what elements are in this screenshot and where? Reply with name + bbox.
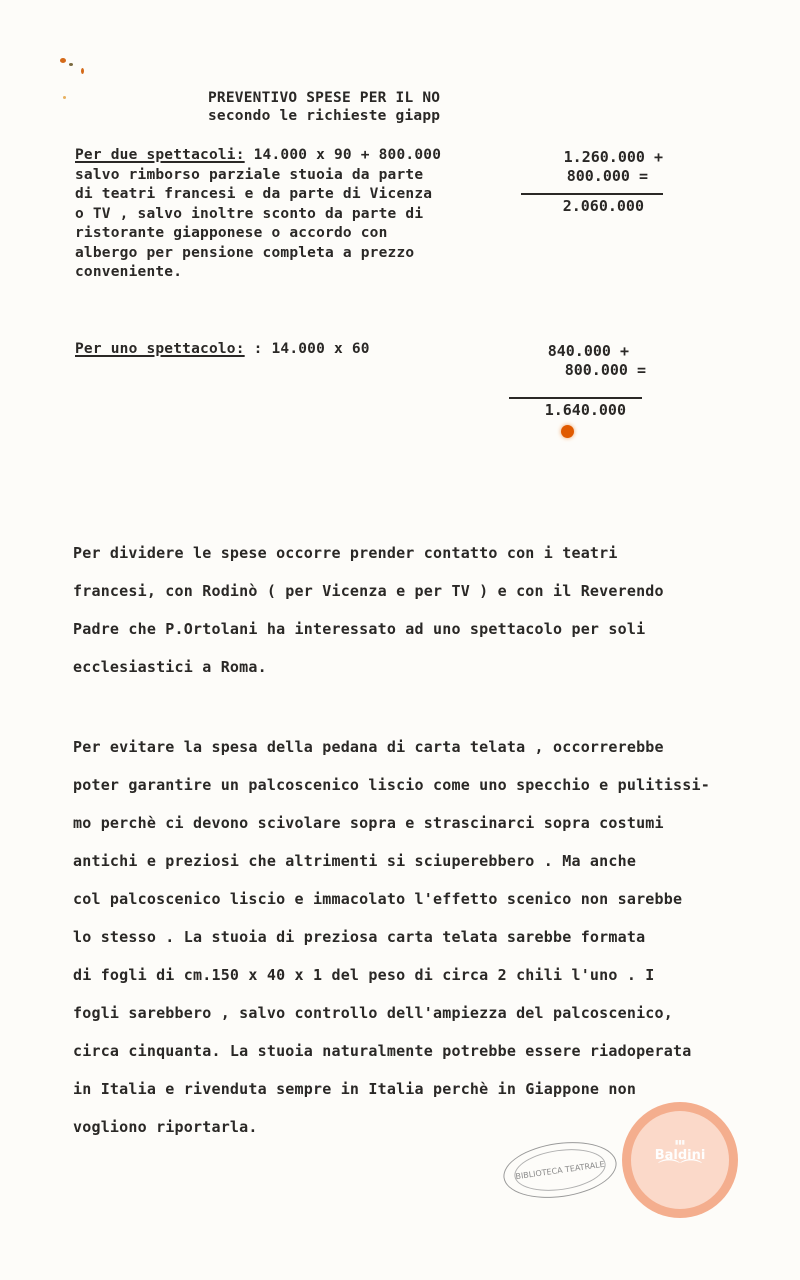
document-subtitle: secondo le richieste giapp — [208, 108, 441, 124]
section2-amount2: 800.000 = — [564, 361, 646, 379]
section2-total: 1.640.000 — [544, 401, 626, 419]
section2-sum-rule — [509, 397, 642, 399]
section2-amount1: 840.000 + — [547, 342, 629, 360]
section1-amount2: 800.000 = — [566, 167, 648, 185]
document-title: PREVENTIVO SPESE PER IL NO — [208, 90, 441, 106]
section1-amount1: 1.260.000 + — [563, 148, 663, 166]
section2-heading — [75, 340, 370, 360]
baldini-logo — [622, 1102, 738, 1218]
open-book-icon: ⌒⌒ — [657, 1159, 702, 1184]
section1-total: 2.060.000 — [562, 197, 644, 215]
section1-line: ristorante giapponese o accordo con — [75, 225, 388, 241]
section1-line: conveniente. — [75, 264, 183, 280]
ink-speck — [81, 68, 84, 74]
section1-line: o TV , salvo inoltre sconto da parte di — [75, 205, 424, 222]
logo-name: Baldini — [654, 1148, 706, 1163]
paragraph2-line: mo perchè ci devono scivolare sopra e strascinarci sopra costumi — [73, 814, 664, 832]
logo-top-mark: ▮▮▮ — [675, 1139, 685, 1146]
paragraph2-line: di fogli di cm.150 x 40 x 1 del peso di circa 2 chili l'uno . I — [73, 966, 655, 984]
paragraph2-line: in Italia e rivenduta sempre in Italia perchè in Giappone non — [73, 1080, 637, 1098]
library-stamp — [500, 1135, 620, 1204]
section1-line: salvo rimborso parziale stuoia da parte — [75, 166, 424, 183]
section2-label: Per uno spettacolo: — [75, 341, 245, 357]
section1-heading — [75, 146, 441, 166]
paragraph2-line: col palcoscenico liscio e immacolato l'effetto scenico non sarebbe — [73, 890, 683, 908]
paragraph2-line: vogliono riportarla. — [73, 1118, 258, 1136]
stain-dot — [561, 425, 574, 438]
paragraph1-line: Per dividere le spese occorre prender contatto con i teatri — [73, 544, 618, 562]
section1-line: albergo per pensione completa a prezzo — [75, 244, 415, 261]
section1-line: di teatri francesi e da parte di Vicenza — [75, 186, 433, 202]
paragraph1-line: ecclesiastici a Roma. — [73, 658, 267, 676]
paragraph2-line: circa cinquanta. La stuoia naturalmente potrebbe essere riadoperata — [73, 1042, 692, 1060]
paragraph2-line: lo stesso . La stuoia di preziosa carta telata sarebbe formata — [73, 928, 646, 946]
ink-speck — [60, 58, 66, 63]
paragraph2-line: poter garantire un palcoscenico liscio come uno specchio e pulitissi- — [73, 776, 710, 794]
ink-speck — [69, 63, 73, 66]
ink-speck — [63, 96, 66, 99]
section1-formula: 14.000 x 90 + 800.000 — [244, 147, 442, 163]
section1-label: Per due spettacoli: — [75, 147, 245, 163]
paragraph2-line: fogli sarebbero , salvo controllo dell'ampiezza del palcoscenico, — [73, 1004, 673, 1022]
stamp-text: BIBLIOTECA TEATRALE — [514, 1159, 606, 1181]
section1-sum-rule — [521, 193, 663, 195]
paragraph2-line: Per evitare la spesa della pedana di carta telata , occorrerebbe — [73, 738, 664, 756]
paragraph1-line: Padre che P.Ortolani ha interessato ad uno spettacolo per soli — [73, 620, 646, 638]
section2-formula: : 14.000 x 60 — [244, 341, 370, 357]
stamp-inner-ring — [512, 1144, 609, 1196]
paragraph2-line: antichi e preziosi che altrimenti si sciuperebbero . Ma anche — [73, 852, 637, 870]
paragraph1-line: francesi, con Rodinò ( per Vicenza e per TV ) e con il Reverendo — [73, 582, 664, 600]
